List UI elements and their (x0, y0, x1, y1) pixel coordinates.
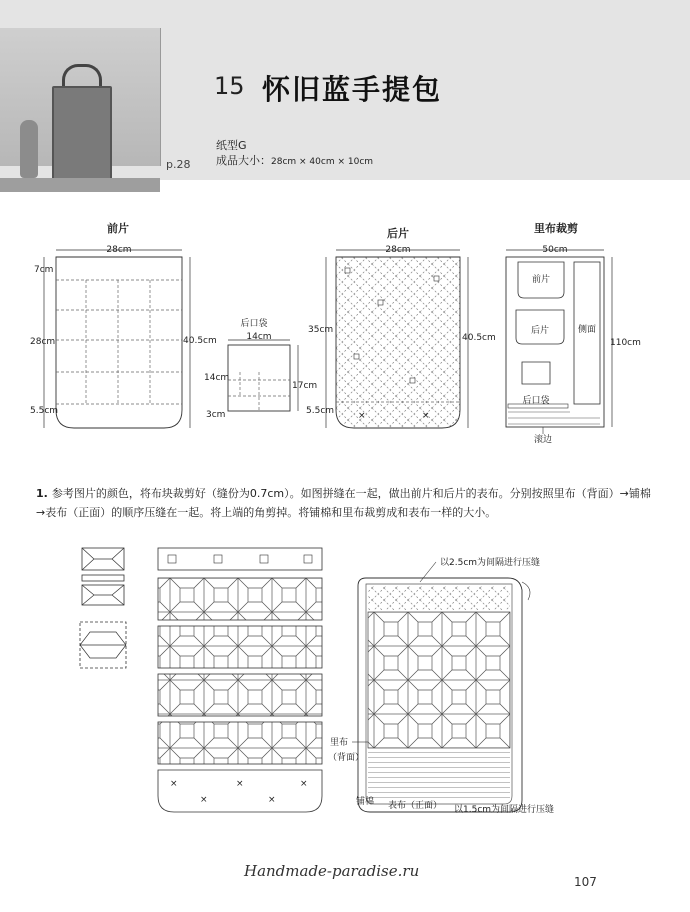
project-title: 怀旧蓝手提包 (262, 73, 443, 106)
batting-label: 铺棉 (356, 797, 375, 807)
front-bottom-height: 5.5cm (30, 406, 59, 416)
page-reference: p.28 (166, 158, 191, 171)
pocket-width: 14cm (246, 332, 272, 342)
front-mid-height: 28cm (30, 337, 56, 347)
svg-text:×: × (300, 779, 308, 789)
lining-height: 110cm (610, 338, 641, 348)
svg-text:×: × (236, 779, 244, 789)
watermark: Handmade-paradise.ru (244, 862, 420, 880)
lining-front: 前片 (531, 275, 551, 285)
lining-label-side: （背面） (328, 753, 365, 763)
front-total-height: 40.5cm (183, 336, 217, 346)
quilt-top-note: 以2.5cm为间隔进行压缝 (440, 558, 541, 568)
instruction-step-1 (36, 484, 656, 522)
svg-text:×: × (170, 779, 178, 789)
lining-width: 50cm (542, 245, 568, 255)
size-label: 成品大小： (216, 154, 271, 167)
pattern-label: 纸型G (216, 139, 247, 152)
svg-text:×: × (422, 411, 430, 421)
small-pieces-diagram (80, 548, 126, 668)
front-piece-diagram (30, 221, 217, 428)
back-upper-height: 35cm (308, 325, 334, 335)
step-text: 参考图片的颜色，将布块裁剪好（缝份为0.7cm）。如图拼缝在一起，做出前片和后片的表布。分别按照里布（背面）→铺棉→表布（正面）的顺序压缝在一起。将上端的角剪掉。将铺棉和里布裁剪成和表布一样的大小。 (36, 487, 651, 519)
svg-text:×: × (358, 411, 366, 421)
front-width: 28cm (106, 245, 132, 255)
pocket-upper: 14cm (204, 373, 230, 383)
svg-text:×: × (268, 795, 276, 805)
project-number: 15 (214, 72, 245, 100)
size-value: 28cm × 40cm × 10cm (271, 157, 374, 167)
lining-label: 里布 (330, 738, 349, 748)
pocket-height: 17cm (292, 381, 318, 391)
pocket-diagram (204, 317, 317, 420)
front-top-height: 7cm (34, 265, 54, 275)
top-fabric-label: 表布（正面） (388, 801, 443, 811)
front-title: 前片 (107, 222, 129, 235)
pocket-lower: 3cm (206, 410, 226, 420)
pocket-title: 后口袋 (240, 319, 268, 329)
page-number: 107 (574, 875, 597, 889)
svg-text:×: × (200, 795, 208, 805)
lining-title: 里布裁剪 (534, 222, 578, 235)
lining-cut-diagram (506, 221, 641, 445)
quilted-assembly-diagram (328, 556, 554, 815)
step-number: 1. (36, 487, 48, 500)
quilt-bottom-note: 以1.5cm为间隔进行压缝 (454, 805, 555, 815)
back-total-height: 40.5cm (462, 333, 496, 343)
back-width: 28cm (385, 245, 411, 255)
lining-binding: 滚边 (533, 435, 553, 445)
lining-back: 后片 (530, 326, 550, 336)
front-assembly-diagram (158, 548, 322, 812)
back-piece-diagram (306, 226, 496, 428)
back-title: 后片 (387, 227, 409, 240)
lining-pocket: 后口袋 (522, 396, 550, 406)
lining-side: 侧面 (577, 325, 597, 335)
back-bottom-height: 5.5cm (306, 406, 335, 416)
